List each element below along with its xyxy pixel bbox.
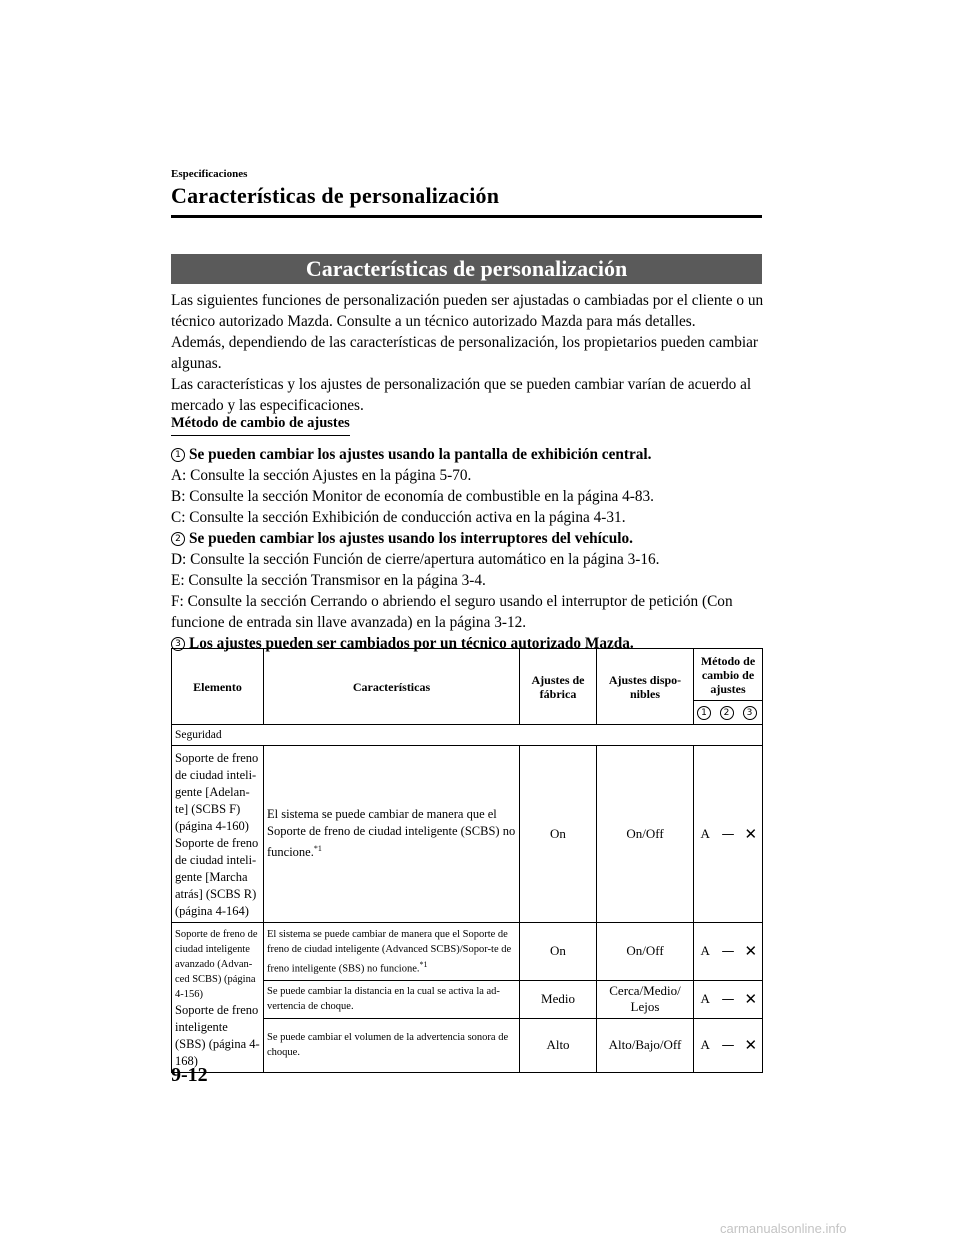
row4-fabrica: Alto xyxy=(520,1018,597,1072)
col-header-m3 xyxy=(740,701,763,725)
circled-number-icon: 1 xyxy=(171,448,185,462)
row1-m1: A xyxy=(694,746,717,923)
section-banner: Características de personalización xyxy=(171,254,762,284)
row2-fabrica: On xyxy=(520,923,597,981)
row2-m2: — xyxy=(717,923,740,981)
customization-table xyxy=(171,648,763,1073)
col-header-m1 xyxy=(694,701,717,725)
row2-caracteristica xyxy=(264,923,520,981)
row4-m2: — xyxy=(717,1018,740,1072)
page-title: Características de personalización xyxy=(171,183,500,208)
col-header-metodo: Método de cambio de ajustes xyxy=(694,649,763,701)
cross-icon: ✕ xyxy=(740,746,763,923)
intro-paragraph: Las siguientes funciones de personalización pueden ser ajustadas o cambiadas por el cliente o un técnico autorizado Mazda. Consulte a un técnico autorizado Mazda para más detalles. xyxy=(171,292,764,330)
page-number: 9-12 xyxy=(171,1064,208,1086)
ref-f: F: Consulte la sección Cerrando o abriendo el seguro usando el interruptor de petición (Con xyxy=(171,593,733,610)
row2-elemento xyxy=(172,923,264,1073)
method-3-title: Los ajustes pueden ser cambiados por un técnico autorizado Mazda. xyxy=(189,635,634,652)
intro-paragraph: Además, dependiendo de las características de personalización, los propietarios pueden cambiar algunas. xyxy=(171,334,758,372)
row2-m1: A xyxy=(694,923,717,981)
row1-caracteristica xyxy=(264,746,520,923)
intro-paragraph: Las características y los ajustes de personalización que se pueden cambiar varían de acuerdo al mercado y las especificaciones. xyxy=(171,376,752,414)
col-header-m2 xyxy=(717,701,740,725)
row2-elemento-b: Soporte de freno inteligente (SBS) (página 4-168) xyxy=(175,1003,260,1068)
cross-icon: ✕ xyxy=(740,980,763,1018)
table-row xyxy=(172,746,763,923)
row3-m1: A xyxy=(694,980,717,1018)
watermark: carmanualsonline.info xyxy=(720,1221,847,1236)
table-row xyxy=(172,923,763,981)
ref-d: D: Consulte la sección Función de cierre/apertura automático en la página 3-16. xyxy=(171,551,660,568)
row4-disponibles: Alto/Bajo/Off xyxy=(597,1018,694,1072)
col-header-fabrica: Ajustes de fábrica xyxy=(520,649,597,725)
title-rule xyxy=(171,215,762,218)
row1-fabrica: On xyxy=(520,746,597,923)
row3-fabrica: Medio xyxy=(520,980,597,1018)
row2-disponibles: On/Off xyxy=(597,923,694,981)
row1-caracteristica-text: El sistema se puede cambiar de manera que el Soporte de freno de ciudad inteligente (SCBS) no funcione. xyxy=(267,807,516,860)
row1-disponibles: On/Off xyxy=(597,746,694,923)
section-label: Especificaciones xyxy=(171,168,248,180)
row4-m1: A xyxy=(694,1018,717,1072)
cross-icon: ✕ xyxy=(740,923,763,981)
col-header-elemento: Elemento xyxy=(172,649,264,725)
circled-number-icon: 3 xyxy=(171,637,185,651)
ref-e: E: Consulte la sección Transmisor en la página 3-4. xyxy=(171,572,486,589)
method-1-title: Se pueden cambiar los ajustes usando la pantalla de exhibición central. xyxy=(189,446,652,463)
method-1 xyxy=(171,444,766,465)
group-seguridad: Seguridad xyxy=(172,725,763,746)
row1-elemento: Soporte de freno de ciudad inteli-gente [Adelan-te] (SCBS F) (página 4-160) Soporte de freno de ciudad inteli-gente [Marcha atrás] (SCBS R) (página 4-164) xyxy=(172,746,264,923)
method-2-title: Se pueden cambiar los ajustes usando los interruptores del vehículo. xyxy=(189,530,633,547)
circled-number-icon: 2 xyxy=(720,706,734,720)
row2-caracteristica-text: El sistema se puede cambiar de manera que el Soporte de freno de ciudad inteligente (Advanced SCBS)/Sopor-te de freno inteligente (SBS) no funcione. xyxy=(267,928,512,975)
cross-icon: ✕ xyxy=(740,1018,763,1072)
circled-number-icon: 3 xyxy=(743,706,757,720)
intro-text xyxy=(171,290,766,416)
row3-m2: — xyxy=(717,980,740,1018)
ref-c: C: Consulte la sección Exhibición de conducción activa en la página 4-31. xyxy=(171,509,626,526)
footnote-ref: *1 xyxy=(313,844,322,854)
circled-number-icon: 1 xyxy=(697,706,711,720)
row4-caracteristica: Se puede cambiar el volumen de la advertencia sonora de choque. xyxy=(264,1018,520,1072)
ref-a: A: Consulte la sección Ajustes en la página 5-70. xyxy=(171,467,472,484)
row2-elemento-a: Soporte de freno de ciudad inteligente avanzado (Advan-ced SCBS) (página 4-156) xyxy=(175,929,258,1000)
row3-disponibles: Cerca/Medio/ Lejos xyxy=(597,980,694,1018)
ref-f-cont: funcione de entrada sin llave avanzada) en la página 3-12. xyxy=(171,614,527,631)
row3-caracteristica: Se puede cambiar la distancia en la cual se activa la ad-vertencia de choque. xyxy=(264,980,520,1018)
method-list xyxy=(171,444,766,654)
footnote-ref: *1 xyxy=(419,959,428,969)
col-header-disponibles: Ajustes dispo-nibles xyxy=(597,649,694,725)
row1-m2: — xyxy=(717,746,740,923)
method-heading: Método de cambio de ajustes xyxy=(171,415,350,436)
method-2 xyxy=(171,528,766,549)
circled-number-icon: 2 xyxy=(171,532,185,546)
col-header-caracteristicas: Características xyxy=(264,649,520,725)
ref-b: B: Consulte la sección Monitor de economía de combustible en la página 4-83. xyxy=(171,488,655,505)
